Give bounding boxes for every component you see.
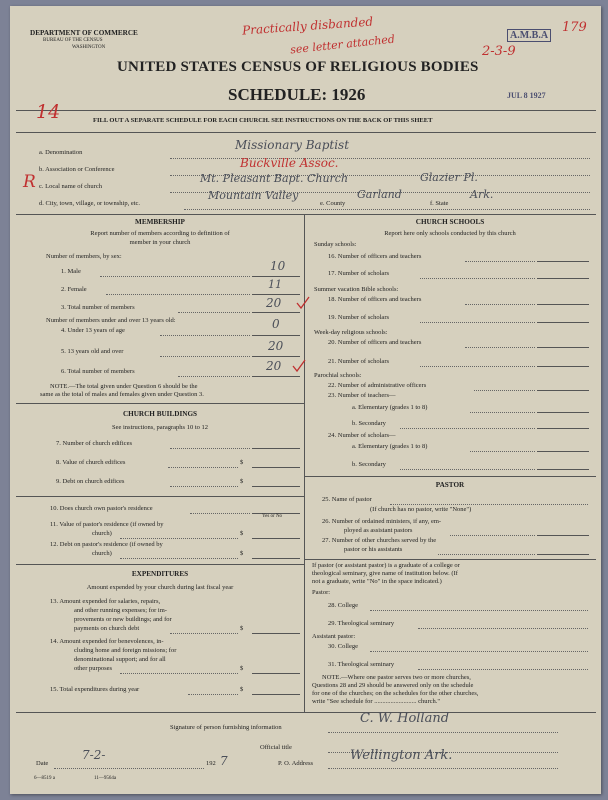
q14-line-1: 14. Amount expended for benevolences, in- [50, 638, 164, 645]
q24-label: 24. Number of scholars— [328, 432, 396, 439]
schedule-number-stamp: 179 [562, 20, 587, 35]
state-label: f. State [430, 200, 449, 207]
q13-line-2: and other running expenses; for im- [74, 607, 167, 614]
q26-label-2: ployed as assistant pastors [344, 527, 413, 534]
q23a-label: a. Elementary (grades 1 to 8) [352, 404, 428, 411]
date-label: Date [36, 760, 49, 767]
q11-dollar: $ [240, 530, 244, 537]
form-number: 6—8519 a [34, 776, 55, 781]
q3-label: 3. Total number of members [61, 304, 135, 311]
pastor-note-4: write "See schedule for .......................... church." [312, 698, 441, 705]
q5-label: 5. 13 years old and over [61, 348, 124, 355]
summer-label: Summer vacation Bible schools: [314, 286, 399, 293]
sched-number-mark: 14 [36, 101, 61, 123]
membership-note-2: same as the total of males and females given under Question 3. [40, 391, 204, 398]
expenditures-heading: EXPENDITURES [131, 570, 189, 578]
q8-label: 8. Value of church edifices [56, 459, 126, 466]
bureau-label: BUREAU OF THE CENSUS [43, 38, 103, 43]
q6-label: 6. Total number of members [61, 368, 135, 375]
signature-label: Signature of person furnishing information [170, 724, 282, 731]
dept-label: DEPARTMENT OF COMMERCE [30, 29, 138, 37]
q13-line-3: provements or new buildings; and for [74, 616, 172, 623]
q27-label-2: pastor or his assistants [344, 546, 403, 553]
q3-value: 20 [266, 296, 282, 310]
form-number-2: 11—9564a [94, 776, 117, 781]
q14-line-4: other purposes [74, 665, 113, 672]
graduate-note-1: If pastor (or assistant pastor) is a graduate of a college or [312, 562, 460, 569]
q10-label: 10. Does church own pastor's residence [50, 505, 153, 512]
q3-check-mark-icon [296, 296, 310, 310]
expenditures-intro: Amount expended by your church during last fiscal year [86, 584, 234, 591]
church-name-value: Mt. Pleasant Bapt. Church [200, 172, 349, 185]
r-mark: R [23, 172, 36, 192]
q27-label-1: 27. Number of other churches served by the [322, 537, 437, 544]
q22-label: 22. Number of administrative officers [328, 382, 427, 389]
buildings-heading: CHURCH BUILDINGS [122, 410, 198, 418]
q16-label: 16. Number of officers and teachers [328, 253, 422, 260]
instructions-line: FILL OUT A SEPARATE SCHEDULE FOR EACH CHURCH. SEE INSTRUCTIONS ON THE BACK OF THIS SHEET [93, 117, 433, 124]
pastor-note-3: for one of the churches; on the schedules for the other churches, [312, 690, 479, 697]
q15-label: 15. Total expenditures during year [50, 686, 140, 693]
disbanded-note: Practically disbanded [241, 14, 374, 38]
q14-line-2: cluding home and foreign missions; for [74, 647, 177, 654]
q25-hint: (If church has no pastor, write "None") [370, 506, 472, 513]
pastor-sub-label: Pastor: [312, 589, 331, 596]
q12-label-2: church) [92, 550, 112, 557]
q24a-label: a. Elementary (grades 1 to 8) [352, 443, 428, 450]
q2-value: 11 [268, 278, 282, 291]
q20-label: 20. Number of officers and teachers [328, 339, 422, 346]
parochial-label: Parochial schools: [314, 372, 362, 379]
q7-label: 7. Number of church edifices [56, 440, 132, 447]
graduate-note-3: not a graduate, write "No" in the space indicated.) [312, 578, 442, 585]
church-name-value-2: Glazier Pl. [420, 171, 478, 184]
q11-label-2: church) [92, 530, 112, 537]
q1-label: 1. Male [61, 268, 81, 275]
sunday-label: Sunday schools: [314, 241, 357, 248]
q25-label: 25. Name of pastor [322, 496, 372, 503]
denomination-value: Missionary Baptist [235, 138, 350, 152]
q12-label-1: 12. Debt on pastor's residence (if owned by [50, 541, 163, 548]
county-label: e. County [320, 200, 346, 207]
buildings-intro: See instructions, paragraphs 10 to 12 [111, 424, 209, 431]
q11-label-1: 11. Value of pastor's residence (if owned by [50, 521, 164, 528]
q6-value: 20 [266, 359, 282, 373]
schools-intro: Report here only schools conducted by this church [384, 230, 516, 237]
q14-line-3: denominational support; and for all [74, 656, 166, 663]
q9-label: 9. Debt on church edifices [56, 478, 125, 485]
signature-value: C. W. Holland [360, 711, 450, 726]
year-prefix: 192 [206, 760, 216, 767]
city-field-label: d. City, town, village, or township, etc. [39, 200, 141, 207]
year-value: 7 [220, 754, 228, 768]
under-over-label: Number of members under and over 13 years old: [46, 317, 176, 324]
amba-stamp: A.M.B.A [507, 29, 551, 42]
q4-value: 0 [272, 317, 280, 331]
weekday-label: Week-day religious schools: [314, 329, 388, 336]
by-sex-label: Number of members, by sex: [46, 253, 122, 260]
q8-dollar: $ [240, 459, 244, 466]
q19-label: 19. Number of scholars [328, 314, 390, 321]
census-schedule-sheet [10, 6, 601, 794]
association-label: b. Association or Conference [39, 166, 115, 173]
county-value: Garland [357, 188, 402, 201]
q31-label: 31. Theological seminary [328, 661, 395, 668]
official-title-label: Official title [260, 744, 292, 751]
q13-line-4: payments on church debt [74, 625, 140, 632]
q1-value: 10 [270, 259, 286, 273]
q18-label: 18. Number of officers and teachers [328, 296, 422, 303]
q26-label-1: 26. Number of ordained ministers, if any, em- [322, 518, 442, 525]
denomination-label: a. Denomination [39, 149, 83, 156]
q28-label: 28. College [328, 602, 358, 609]
pastor-note-2: Questions 28 and 29 should be answered only on the schedule [312, 682, 474, 689]
membership-heading: MEMBERSHIP [135, 218, 185, 226]
q4-label: 4. Under 13 years of age [61, 327, 125, 334]
city-value: Mountain Valley [208, 189, 299, 202]
q15-dollar: $ [240, 686, 244, 693]
schools-heading: CHURCH SCHOOLS [415, 218, 485, 226]
q24b-label: b. Secondary [352, 461, 386, 468]
pastor-heading: PASTOR [435, 481, 465, 489]
q13-dollar: $ [240, 625, 244, 632]
yes-no-hint: Yes or No [262, 514, 283, 519]
schedule-title: SCHEDULE: 1926 [228, 85, 366, 104]
q29-label: 29. Theological seminary [328, 620, 395, 627]
handwritten-date: 2-3-9 [482, 44, 516, 59]
state-value: Ark. [470, 188, 494, 201]
q21-label: 21. Number of scholars [328, 358, 390, 365]
q2-label: 2. Female [61, 286, 87, 293]
q17-label: 17. Number of scholars [328, 270, 390, 277]
graduate-note-2: theological seminary, give name of institution below. (If [312, 570, 458, 577]
assistant-sub-label: Assistant pastor: [312, 633, 356, 640]
form-title: UNITED STATES CENSUS OF RELIGIOUS BODIES [117, 59, 479, 75]
q9-dollar: $ [240, 478, 244, 485]
q23-label: 23. Number of teachers— [328, 392, 396, 399]
date-value: 7-2- [82, 748, 106, 762]
received-date-stamp: JUL 8 1927 [507, 91, 546, 100]
q13-line-1: 13. Amount expended for salaries, repairs, [50, 598, 161, 605]
po-address-label: P. O. Address [278, 760, 314, 767]
church-name-label: c. Local name of church [39, 183, 102, 190]
q14-dollar: $ [240, 665, 244, 672]
q30-label: 30. College [328, 643, 358, 650]
city-label: WASHINGTON [72, 45, 106, 50]
membership-intro-2: member in your church [129, 239, 191, 246]
membership-intro-1: Report number of members according to definition of [90, 230, 230, 237]
association-value: Buckville Assoc. [240, 156, 339, 170]
letter-attached-note: see letter attached [289, 32, 396, 57]
q6-check-mark-icon [292, 359, 306, 373]
membership-note-1: NOTE.—The total given under Question 6 should be the [50, 383, 198, 390]
po-address-value: Wellington Ark. [350, 748, 453, 763]
q23b-label: b. Secondary [352, 420, 386, 427]
q5-value: 20 [268, 339, 284, 353]
q12-dollar: $ [240, 550, 244, 557]
pastor-note-1: NOTE.—Where one pastor serves two or more churches, [322, 674, 471, 681]
